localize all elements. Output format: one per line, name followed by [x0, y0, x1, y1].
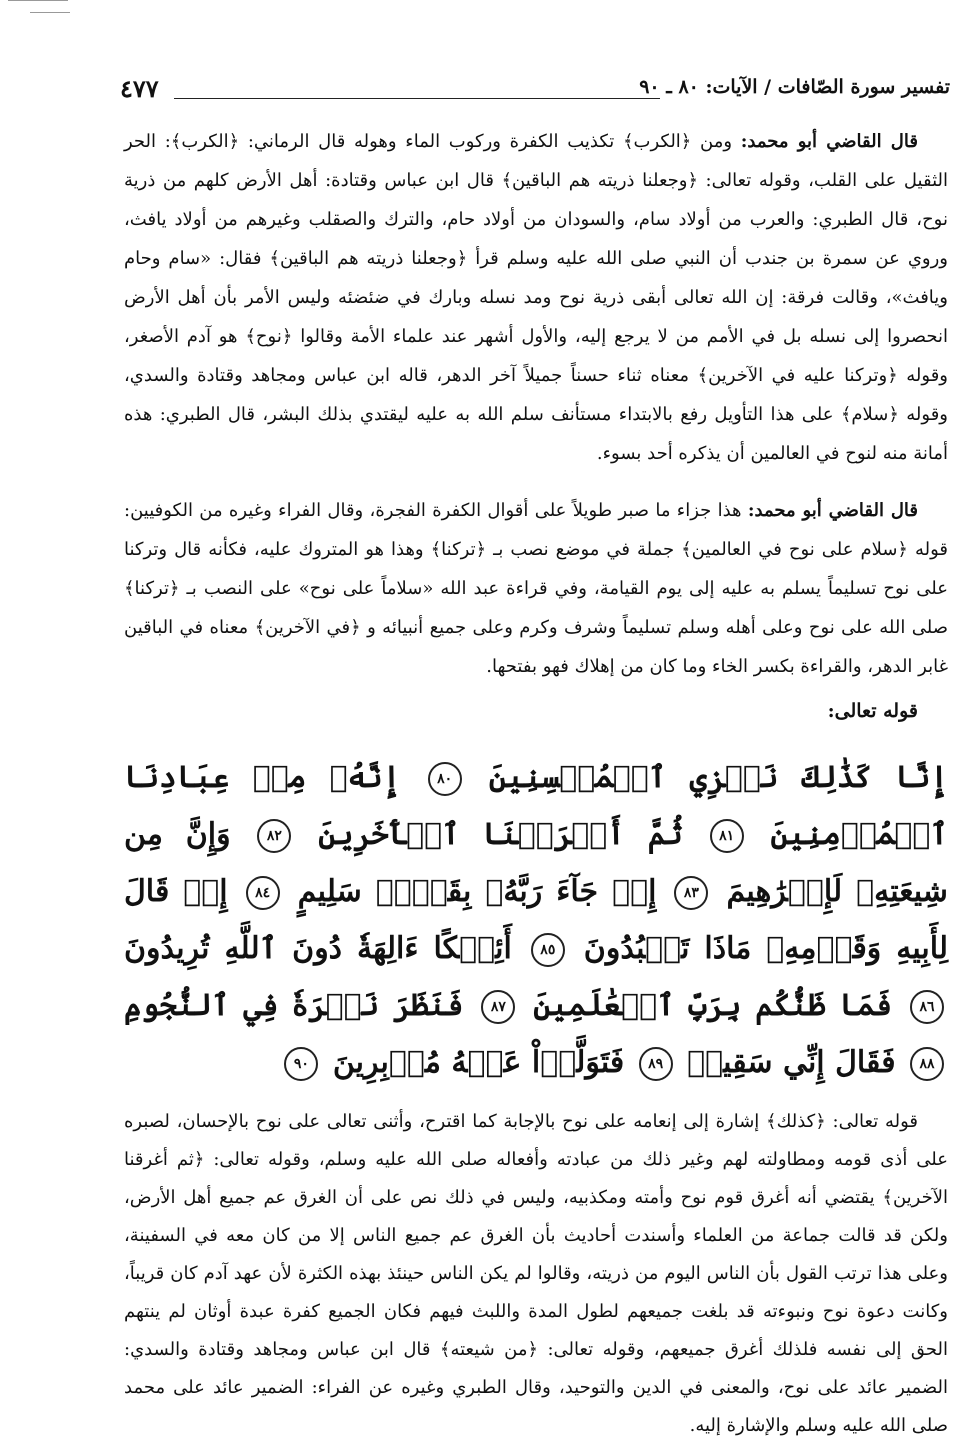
quran-verses: [124, 749, 948, 1091]
page-header: [120, 74, 950, 114]
ayah-number-marker: ٨٥: [531, 933, 565, 967]
ayah-text: فَمَا ظَنُّكُم بِرَبِّ ٱلۡعَٰلَمِينَ: [533, 988, 893, 1023]
speaker-label: قال القاضي أبو محمد:: [740, 131, 918, 152]
ayah-number-marker: ٨٠: [428, 762, 462, 796]
ayah-number-marker: ٨٧: [481, 990, 515, 1024]
ayah-number-marker: ٩٠: [284, 1047, 318, 1081]
ayah-text: فَقَالَ إِنِّي سَقِيمٞ: [687, 1045, 896, 1080]
page-number: ٤٧٧: [120, 74, 159, 103]
scan-mark: [8, 0, 68, 1]
verse-heading: قوله تعالى:: [827, 700, 918, 722]
paragraph-text: قوله تعالى: ﴿كذلك﴾ إشارة إلى إنعامه على نوح بالإجابة كما اقترح، وأثنى تعالى على نوح بالإحسان، لصبره على أذى قومه ومطاولته لهم وغير ذلك من عبادته وأفعاله صلى الله عليه وسلم، وقوله تعالى: ﴿ثم أغرقنا الآخرين﴾ يقتضي أنه أغرق قوم نوح وأمته ومكذبيه، وليس في ذلك نص على أن الغرق عم جميع أهل الأرض، ولكن قد قالت جماعة من العلماء وأسندت أحاديث بأن الغرق عم جميع الناس إلا من كان معه في السفينة، وعلى هذا ترتب القول بأن الناس اليوم من ذريته، وقالوا لم يكن الناس حينئذ بهذه الكثرة لأن عهد آدم كان قريباً، وكانت دعوة نوح ونبوءته قد بلغت جميعهم لطول المدة واللبث فيهم فكان الجميع كفرة عبدة أوثان لم ينتهم الحق إلى نفسه فلذلك أغرق جميعهم، وقوله تعالى: ﴿من شيعته﴾ قال ابن عباس ومجاهد وقتادة والسدي: الضمير عائد على نوح، والمعنى في الدين والتوحيد، وقال الطبري وغيره عن الفراء: الضمير عائد على محمد صلى الله عليه وسلم والإشارة إليه.: [124, 1111, 949, 1436]
paragraph-text: ومن ﴿الكرب﴾ تكذيب الكفرة وركوب الماء وهوله قال الرماني: ﴿الكرب﴾: الحر الثقيل على القلب، وقوله تعالى: ﴿وجعلنا ذريته هم الباقين﴾ قال ابن عباس وقتادة: أهل الأرض كلهم من ذرية نوح، قال الطبري: والعرب من أولاد سام، والسودان من أولاد حام، والترك والصقلب وغيرهم من أولاد يافث، وروي عن سمرة بن جندب أن النبي صلى الله عليه وسلم قرأ ﴿وجعلنا ذريته هم الباقين﴾ فقال: «سام وحام ويافث»، وقالت فرقة: إن الله تعالى أبقى ذرية نوح ومد نسله وبارك في ضئضئه وليس الأمر بأن أهل الأرض انحصروا إلى نسله بل في الأمم من لا يرجع إليه، والأول أشهر عند علماء الأمة وقالوا ﴿نوح﴾ هو آدم الأصغر، وقوله ﴿وتركنا عليه في الآخرين﴾ معناه ثناء حسناً جميلاً آخر الدهر، قاله ابن عباس ومجاهد وقتادة والسدي، وقوله ﴿سلام﴾ على هذا التأويل رفع بالابتداء مستأنف سلم الله به عليه ليقتدي بذلك البشر، قال الطبري: هذه أمانة منه لنوح في العالمين أن يذكره أحد بسوء.: [124, 131, 948, 464]
ayah-text: إِذۡ جَآءَ رَبَّهُۥ بِقَلۡبٖ سَلِيمٍ: [297, 874, 657, 909]
ayah-number-marker: ٨٦: [910, 990, 944, 1024]
ayah-text: إِنَّا كَذَٰلِكَ نَجۡزِي ٱلۡمُحۡسِنِينَ: [488, 760, 948, 795]
ayah-text: فَتَوَلَّوۡاْ عَنۡهُ مُدۡبِرِينَ: [332, 1045, 625, 1080]
running-title: تفسير سورة الصّافات / الآيات: ٨٠ ـ ٩٠: [639, 76, 950, 98]
ayah-number-marker: ٨٣: [674, 876, 708, 910]
ayah-number-marker: ٨٩: [639, 1047, 673, 1081]
speaker-label: قال القاضي أبو محمد:: [747, 500, 918, 521]
scan-mark: [30, 12, 70, 13]
ayah-text: أَئِفۡكًا ءَالِهَةٗ دُونَ ٱللَّهِ تُرِيدُونَ: [124, 931, 512, 966]
commentary-paragraph: [124, 122, 948, 473]
ayah-number-marker: ٨٤: [246, 876, 280, 910]
ayah-text: إِنَّهُۥ مِنۡ عِبَادِنَا ٱلۡمُؤۡمِنِينَ: [124, 760, 948, 852]
paragraph-text: هذا جزاء ما صبر طويلاً على أقوال الكفرة الفجرة، وقال الفراء وغيره من الكوفيين: قوله ﴿سلام على نوح في العالمين﴾ جملة في موضع نصب بـ ﴿تركنا﴾ وهذا هو المتروك عليه، فكأنه قال وتركنا على نوح تسليماً يسلم به عليه إلى يوم القيامة، وفي قراءة عبد الله «سلاماً على نوح» على النصب بـ ﴿تركنا﴾ صلى الله على نوح وعلى أهله وسلم تسليماً وشرف وكرم وعلى جميع أنبيائه و ﴿في الآخرين﴾ معناه في الباقين غابر الدهر، والقراءة بكسر الخاء وما كان من إهلاك فهو بفتحها.: [124, 500, 948, 677]
ayah-number-marker: ٨٢: [257, 819, 291, 853]
commentary-paragraph: [124, 491, 948, 686]
ayah-number-marker: ٨٨: [910, 1047, 944, 1081]
ayah-text: ثُمَّ أَغۡرَقۡنَا ٱلۡأٓخَرِينَ: [318, 817, 683, 852]
ayah-text: فَنَظَرَ نَظۡرَةٗ فِي ٱلنُّجُومِ: [124, 988, 464, 1023]
ayah-text: وَإِنَّ مِن شِيعَتِهِۦ لَإِبۡرَٰهِيمَ: [124, 817, 948, 909]
header-rule: [174, 98, 660, 99]
page-body: [124, 122, 948, 1445]
ayah-number-marker: ٨١: [710, 819, 744, 853]
ayah-text: إِذۡ قَالَ لِأَبِيهِ وَقَوۡمِهِۦ مَاذَا تَعۡبُدُونَ: [124, 874, 949, 966]
commentary-paragraph: [124, 1103, 948, 1445]
